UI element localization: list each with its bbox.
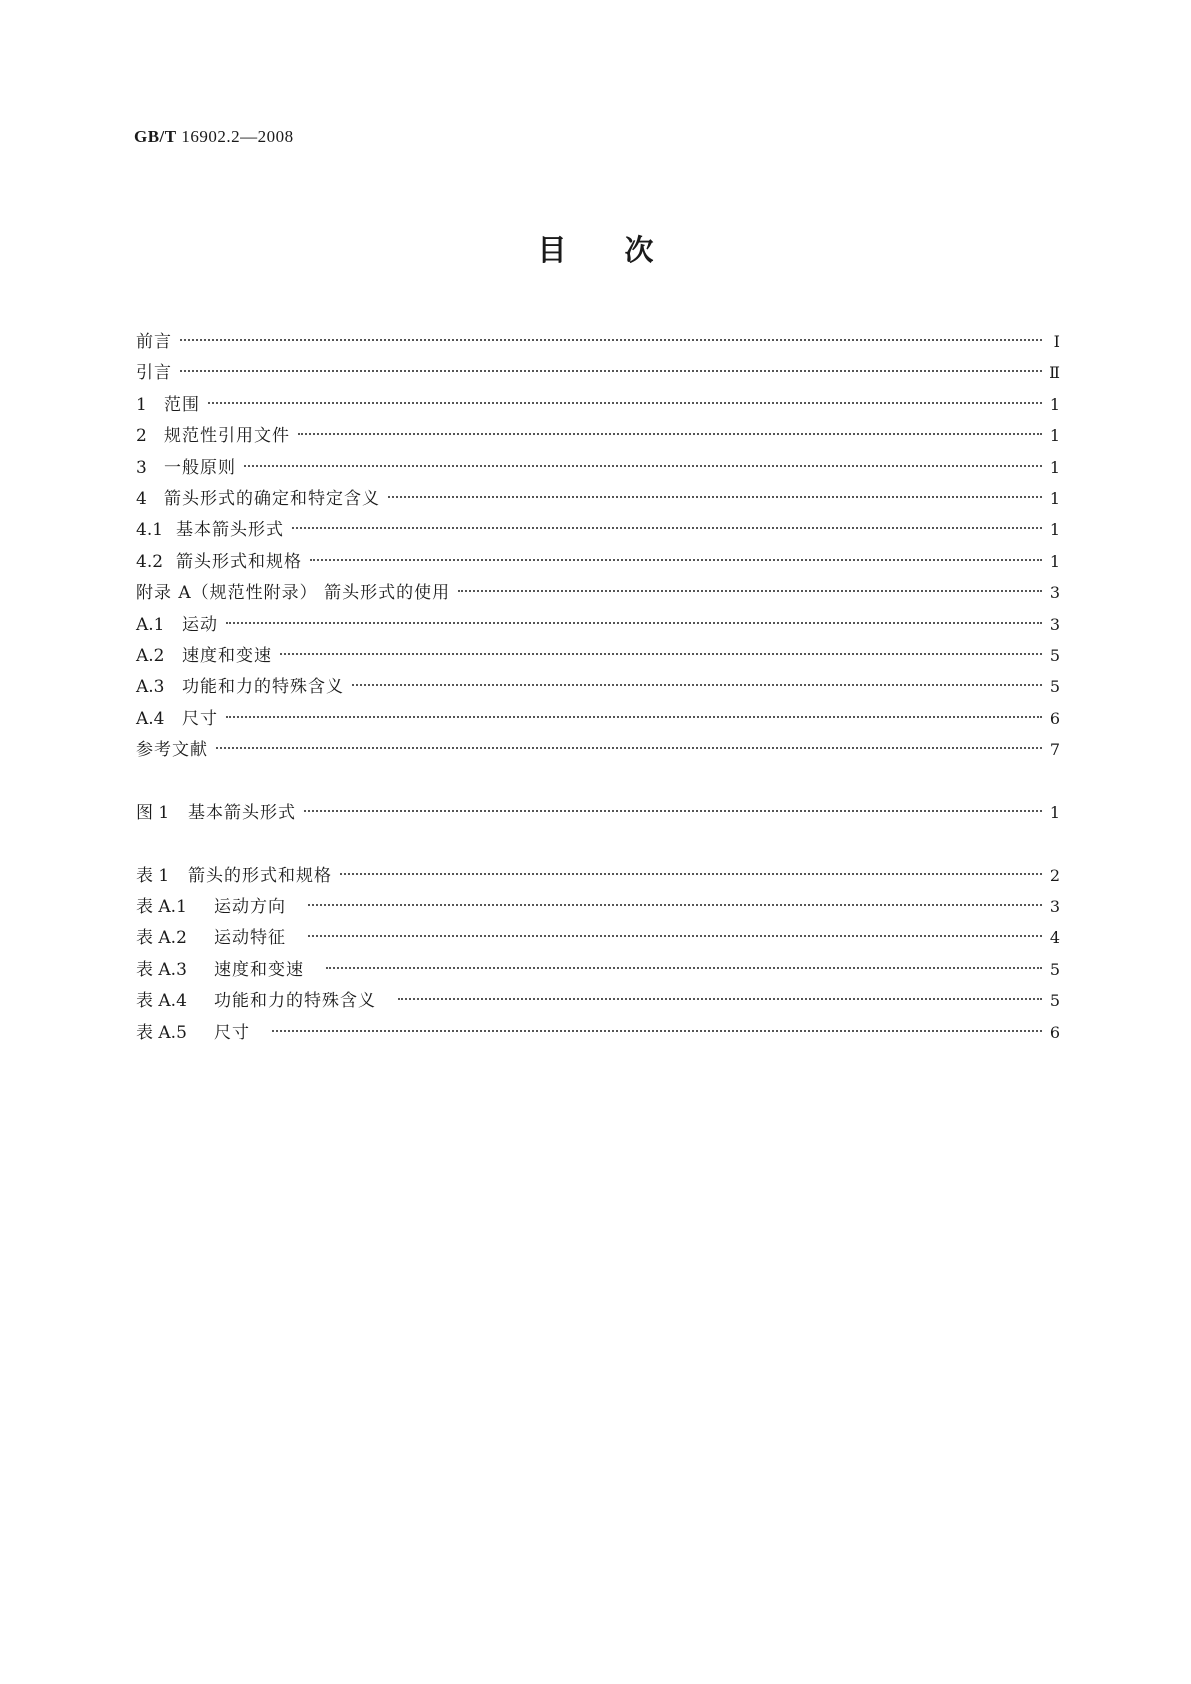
leader-dots xyxy=(226,716,1042,718)
toc-entry-table-a2[interactable] xyxy=(136,922,1060,953)
toc-page-number: 5 xyxy=(1049,991,1060,1011)
toc-number: 1 xyxy=(136,394,147,415)
toc-label: 规范性引用文件 xyxy=(164,426,290,447)
leader-dots xyxy=(208,402,1042,404)
toc-page-number: 3 xyxy=(1049,614,1060,634)
toc-label: 运动 xyxy=(182,614,218,635)
toc-number: A.3 xyxy=(136,677,165,698)
toc-entry-table-a1[interactable] xyxy=(136,891,1060,922)
toc-label: 速度和变速 xyxy=(214,959,304,980)
standard-prefix: GB/T xyxy=(134,127,177,146)
toc-entry-table-a4[interactable] xyxy=(136,985,1060,1016)
toc-page-number: 6 xyxy=(1049,1022,1060,1042)
toc-page-number: 5 xyxy=(1049,959,1060,979)
toc-page-number: 1 xyxy=(1049,488,1060,508)
toc-page-number: 4 xyxy=(1049,928,1060,948)
leader-dots xyxy=(352,684,1042,686)
toc-entry-arrow-forms[interactable] xyxy=(136,483,1060,514)
toc-label: 前言 xyxy=(136,332,172,352)
leader-dots xyxy=(340,873,1042,875)
toc-number: 2 xyxy=(136,426,147,447)
leader-dots xyxy=(304,810,1042,812)
toc-page-number: 3 xyxy=(1049,583,1060,603)
toc-entry-normative-references[interactable] xyxy=(136,420,1060,451)
toc-entry-table-1[interactable] xyxy=(136,860,1060,891)
leader-dots xyxy=(458,590,1042,592)
leader-dots xyxy=(280,653,1042,655)
toc-number: 4.2 xyxy=(136,551,164,572)
toc-number: 表 A.1 xyxy=(136,897,187,918)
leader-dots xyxy=(310,559,1042,561)
toc-page-number: 7 xyxy=(1049,740,1060,760)
toc-entry-table-a5[interactable] xyxy=(136,1017,1060,1048)
toc-label: 尺寸 xyxy=(214,1022,250,1043)
toc-label: 速度和变速 xyxy=(182,645,272,666)
leader-dots xyxy=(298,433,1042,435)
toc-page-number: 2 xyxy=(1049,865,1060,885)
toc-entry-a2-speed[interactable] xyxy=(136,640,1060,671)
toc-label: 运动方向 xyxy=(214,897,286,918)
leader-dots xyxy=(388,496,1042,498)
toc-label: 基本箭头形式 xyxy=(176,520,284,541)
toc-number: 表 A.2 xyxy=(136,928,187,949)
leader-dots xyxy=(216,747,1042,749)
toc-entry-general-principles[interactable] xyxy=(136,452,1060,483)
toc-entry-bibliography[interactable] xyxy=(136,734,1060,765)
toc-label: 一般原则 xyxy=(164,457,236,478)
toc-label: 运动特征 xyxy=(214,928,286,949)
toc-label: 功能和力的特殊含义 xyxy=(214,991,376,1012)
leader-dots xyxy=(326,967,1042,969)
toc-label: 范围 xyxy=(164,394,200,415)
document-code xyxy=(134,127,294,147)
toc-number: 4 xyxy=(136,488,147,509)
toc-number: A.4 xyxy=(136,708,165,729)
toc-page-number: 3 xyxy=(1049,897,1060,917)
toc-entry-annex-a[interactable] xyxy=(136,577,1060,608)
toc-page-number: Ⅰ xyxy=(1053,332,1060,351)
toc-label: 箭头形式和规格 xyxy=(176,551,302,572)
toc-label: 引言 xyxy=(136,363,172,384)
toc-label: 功能和力的特殊含义 xyxy=(182,677,344,698)
toc-entry-foreword[interactable] xyxy=(136,326,1060,357)
leader-dots xyxy=(292,527,1042,529)
toc-page-number: 5 xyxy=(1049,645,1060,665)
toc-page-number: 1 xyxy=(1049,551,1060,571)
toc-spacer xyxy=(136,765,1060,796)
toc-page-number: 1 xyxy=(1049,457,1060,477)
toc-number: 表 1 xyxy=(136,865,170,886)
toc-label: 参考文献 xyxy=(136,740,208,761)
toc-number: 表 A.5 xyxy=(136,1022,187,1043)
toc-page-number: 6 xyxy=(1049,708,1060,728)
leader-dots xyxy=(180,339,1042,341)
toc-number: 表 A.4 xyxy=(136,991,187,1012)
toc-page-number: 1 xyxy=(1049,426,1060,446)
toc-entry-a1-motion[interactable] xyxy=(136,609,1060,640)
toc-number: 表 A.3 xyxy=(136,959,187,980)
toc-entry-table-a3[interactable] xyxy=(136,954,1060,985)
leader-dots xyxy=(272,1030,1042,1032)
standard-number: 16902.2—2008 xyxy=(181,127,294,146)
page-title xyxy=(0,228,1191,269)
toc-spacer xyxy=(136,828,1060,859)
title-char-2: 次 xyxy=(624,233,654,267)
toc-entry-arrow-specs[interactable] xyxy=(136,546,1060,577)
toc-label: 尺寸 xyxy=(182,708,218,729)
toc-entry-a3-function[interactable] xyxy=(136,671,1060,702)
toc-number: 4.1 xyxy=(136,520,164,541)
toc-page-number: 1 xyxy=(1049,394,1060,414)
toc-number: A.2 xyxy=(136,645,165,666)
toc-entry-a4-dimensions[interactable] xyxy=(136,703,1060,734)
toc-label: 箭头的形式和规格 xyxy=(188,865,332,886)
leader-dots xyxy=(180,370,1042,372)
toc-label: 附录 A（规范性附录） 箭头形式的使用 xyxy=(136,583,451,604)
leader-dots xyxy=(308,935,1042,937)
toc-entry-scope[interactable] xyxy=(136,389,1060,420)
toc-page-number: Ⅱ xyxy=(1049,363,1060,383)
table-of-contents xyxy=(136,326,1060,1048)
toc-label: 箭头形式的确定和特定含义 xyxy=(164,488,380,509)
toc-entry-figure-1[interactable] xyxy=(136,797,1060,828)
leader-dots xyxy=(398,998,1042,1000)
toc-number: 3 xyxy=(136,457,147,478)
toc-number: A.1 xyxy=(136,614,165,635)
toc-label: 基本箭头形式 xyxy=(188,802,296,823)
toc-number: 图 1 xyxy=(136,802,170,823)
leader-dots xyxy=(308,904,1042,906)
toc-entry-introduction[interactable] xyxy=(136,357,1060,388)
toc-page-number: 5 xyxy=(1049,677,1060,697)
leader-dots xyxy=(226,622,1042,624)
leader-dots xyxy=(244,465,1042,467)
toc-entry-basic-arrow-forms[interactable] xyxy=(136,514,1060,545)
toc-page-number: 1 xyxy=(1049,802,1060,822)
toc-page-number: 1 xyxy=(1049,520,1060,540)
title-char-1: 目 xyxy=(537,233,567,267)
